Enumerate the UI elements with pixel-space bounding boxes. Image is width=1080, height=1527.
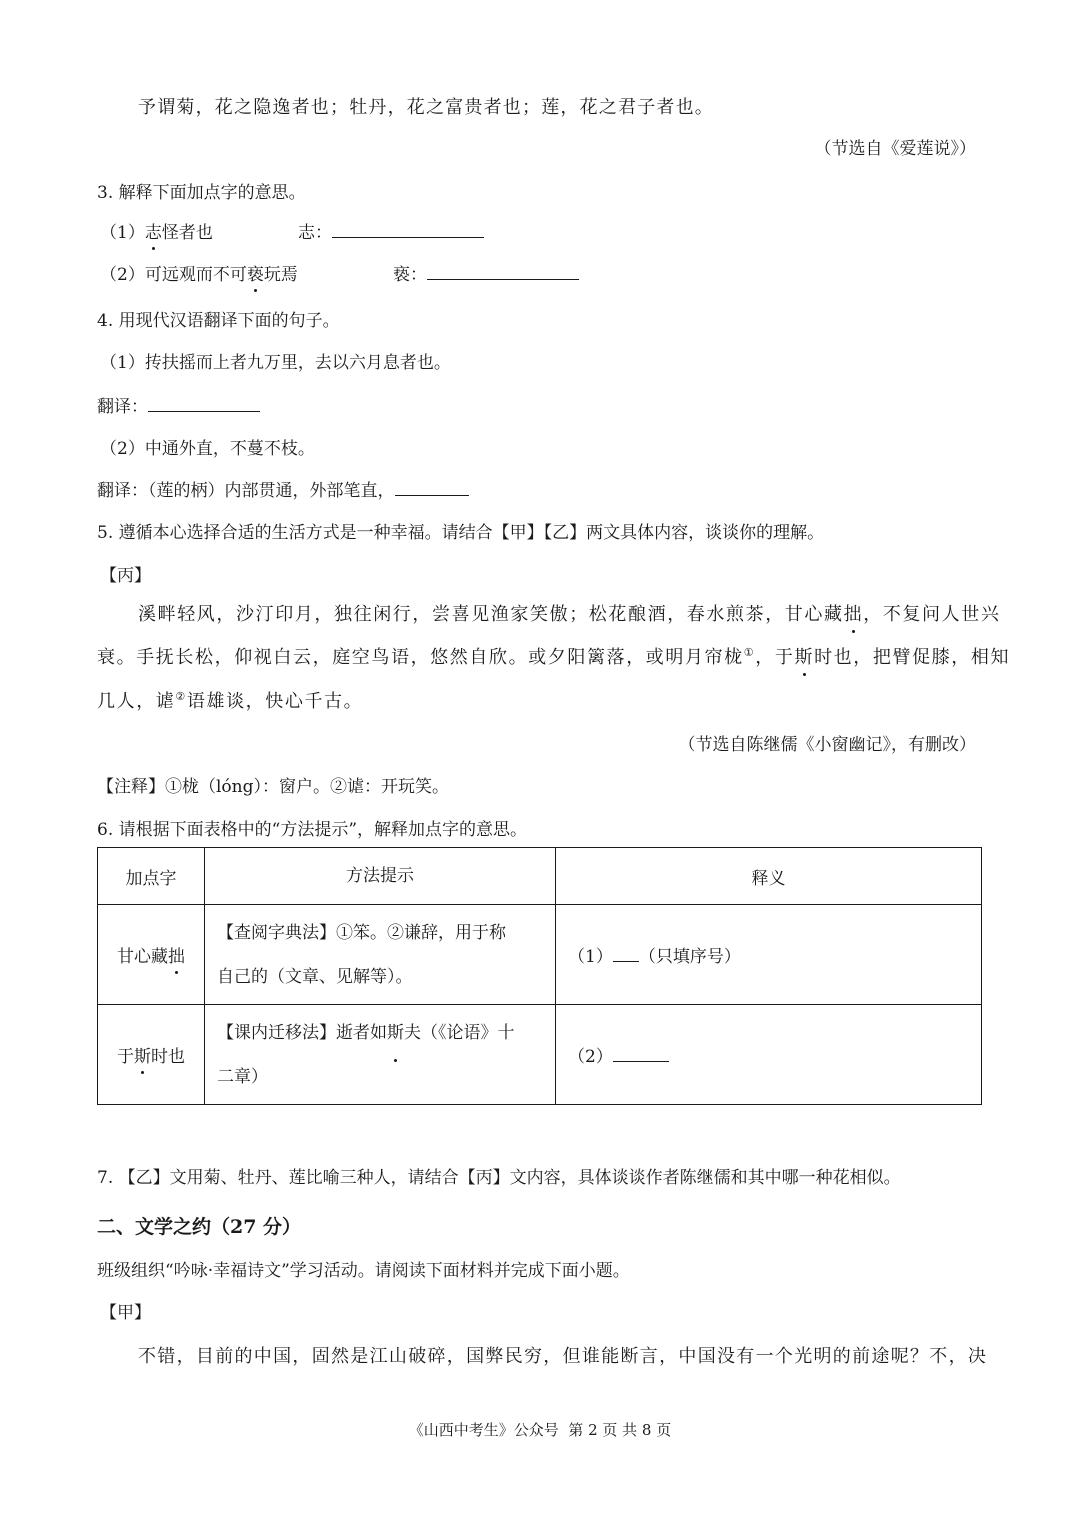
passage-bing-line-3 [97,687,363,713]
row2-word [98,1005,205,1105]
passage-bing-line-2 [97,643,1010,669]
question-3-item-1 [100,218,213,243]
row1-hint-line-1: 【查阅字典法】①笨。②谦辞，用于称 [217,922,506,943]
dotted-char: 志 [145,218,162,243]
footnote-mark: ① [743,646,756,659]
question-3-item-2 [100,260,298,285]
passage-bing-label: 【丙】 [100,566,151,586]
table-row [98,905,982,1005]
row2-hint-line-2: 二章） [217,1066,268,1087]
dotted-char: 斯 [794,643,814,669]
q3-item1-post: 怪者也 [161,223,213,243]
header-method-hint: 方法提示 [205,848,556,905]
answer-blank[interactable] [332,219,484,238]
question-6-prompt: 6. 请根据下面表格中的“方法提示”，解释加点字的意思。 [97,820,528,840]
question-7-prompt: 7. 【乙】文用菊、牡丹、莲比喻三种人，请结合【丙】文内容，具体谈谈作者陈继儒和其中哪一种花相似。 [97,1168,901,1188]
bing-line2-c: 时也，把臂促膝，相知 [814,647,1011,668]
dotted-char: 拙 [844,600,864,626]
passage-yi-source: （节选自《爱莲说》） [814,139,976,159]
table-header-row [98,848,982,905]
question-3-answer-2 [393,260,579,285]
bing-line3-a: 几人，谑 [97,691,176,712]
question-5-prompt: 5. 遵循本心选择合适的生活方式是一种幸福。请结合【甲】【乙】两文具体内容，谈谈你的理解。 [97,523,825,543]
bing-line3-b: 语雄谈，快心千古。 [186,691,364,712]
q3-item2-label: 亵： [393,265,427,285]
bing-line2-b: ，于 [755,647,795,668]
footnote-mark: ② [175,690,187,703]
row2-hint-b: 夫（《论语》十 [404,1022,515,1043]
method-table [97,847,982,1105]
question-4-translation-1 [97,392,260,417]
question-4-item-2: （2）中通外直，不蔓不枝。 [100,439,315,459]
section-2-label-jia: 【甲】 [100,1303,151,1323]
question-3-prompt: 3. 解释下面加点字的意思。 [97,183,306,203]
dotted-char: 斯 [134,1042,151,1067]
q4-label-2: 翻译：（莲的柄）内部贯通，外部笔直， [97,481,395,501]
answer-blank[interactable] [613,943,639,962]
bing-line1-b: ，不复问人世兴 [863,604,1001,625]
row2-hint [205,1005,556,1105]
dotted-char: 拙 [168,942,185,967]
question-4-translation-2 [97,476,469,501]
row2-word-b: 时也 [151,1047,185,1067]
row2-answer-pre: （2） [568,1047,613,1067]
dotted-char: 斯 [387,1011,404,1055]
answer-blank[interactable] [427,261,579,280]
row2-hint-line-1 [217,1011,543,1055]
row2-hint-a: 【课内迁移法】逝者如 [217,1022,387,1043]
answer-blank[interactable] [613,1043,669,1062]
row1-answer-pre: （1） [568,947,613,967]
row2-answer [556,1005,982,1105]
row1-hint [205,905,556,1005]
question-3-answer-1 [298,218,484,243]
row1-hint-line-2: 自己的（文章、见解等）。 [217,966,413,987]
q3-item1-label: 志： [298,223,332,243]
header-dotted-word: 加点字 [98,848,205,905]
row1-answer [556,905,982,1005]
page-footer: 《山西中考生》公众号 第 2 页 共 8 页 [408,1421,672,1439]
passage-bing-notes: 【注释】①栊（lóng）：窗户。②谑：开玩笑。 [97,777,450,797]
passage-bing-source: （节选自陈继儒《小窗幽记》，有删改） [678,735,976,755]
row1-word [98,905,205,1005]
row2-word-a: 于 [117,1047,134,1067]
header-meaning: 释义 [556,848,982,905]
q4-label-1: 翻译： [97,397,148,417]
bing-line1-a: 溪畔轻风，沙汀印月，独往闲行，尝喜见渔家笑傲；松花酿酒，春水煎茶，甘心藏 [138,604,844,625]
q3-item2-post: 玩焉 [263,265,298,285]
question-4-prompt: 4. 用现代汉语翻译下面的句子。 [97,311,340,331]
passage-yi-line: 予谓菊，花之隐逸者也；牡丹，花之富贵者也；莲，花之君子者也。 [138,97,714,118]
section-2-heading: 二、文学之约（27 分） [97,1216,302,1238]
answer-blank[interactable] [395,477,469,496]
answer-blank[interactable] [148,393,260,412]
bing-line2-a: 衰。手抚长松，仰视白云，庭空鸟语，悠然自欣。或夕阳篱落，或明月帘栊 [97,647,744,668]
table-row [98,1005,982,1105]
question-4-item-1: （1）抟扶摇而上者九万里，去以六月息者也。 [100,353,451,373]
section-2-intro: 班级组织“吟咏·幸福诗文”学习活动。请阅读下面材料并完成下面小题。 [97,1261,630,1281]
q3-item1-pre: （1） [100,223,145,243]
passage-bing-line-1 [138,600,1000,626]
dotted-char: 亵 [247,260,264,285]
row1-word-a: 甘心藏 [117,947,168,967]
q3-item2-pre: （2）可远观而不可 [100,265,247,285]
section-2-paragraph: 不错，目前的中国，固然是江山破碎，国弊民穷，但谁能断言，中国没有一个光明的前途呢？不，决 [138,1346,988,1367]
row1-answer-post: （只填序号） [638,947,741,967]
